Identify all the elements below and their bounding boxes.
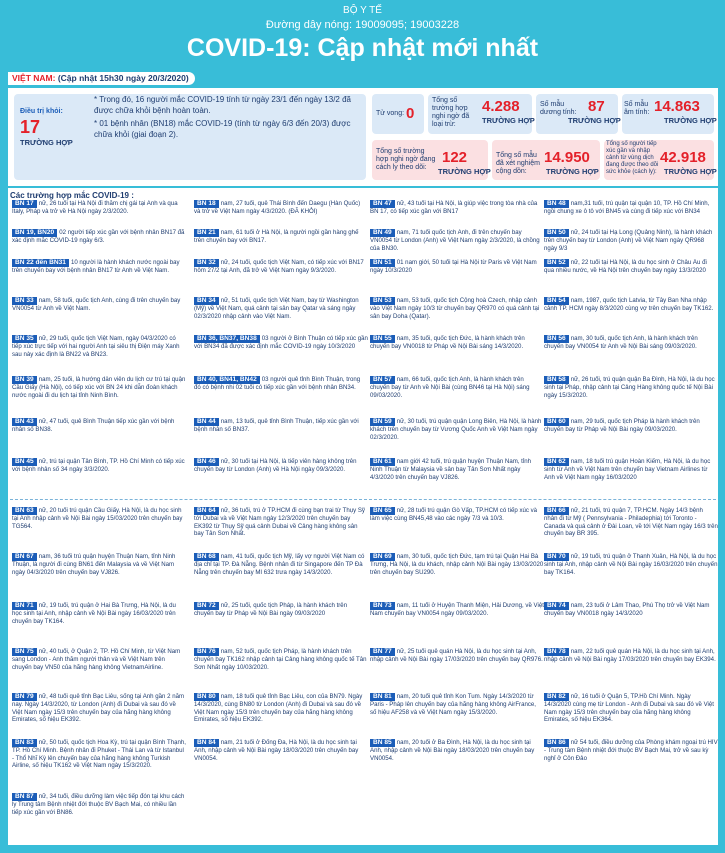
case-description: nữ, 30 tuổi tại Hà Nội, là tiếp viên hàng không trên chuyến bay từ London (Anh) về Hà Nội ngày 09/3/2020.	[194, 458, 357, 473]
cured-note-2: * 01 bệnh nhân (BN18) mắc COVID-19 (tính từ ngày 6/3 đến 20/3) được chữa khỏi (giai đoạn 2).	[94, 119, 351, 139]
case-item	[12, 648, 186, 690]
cured-note-1: * Trong đó, 16 người mắc COVID-19 tính từ ngày 23/1 đến ngày 13/2 đã được chữa khỏi bệnh hoàn toàn.	[94, 95, 351, 115]
case-description: nam, 20 tuổi ở Ba Đình, Hà Nội, là du học sinh tại Anh, nhập cảnh về Nội Bài ngày 18/03/2020 trên chuyến bay VN0054.	[370, 739, 535, 762]
tracked-label: Tổng số người tiếp xúc gần và nhập cảnh từ vùng dịch đang được theo dõi sức khỏe (cách ly):	[606, 141, 659, 175]
case-id-badge: BN 19, BN20	[12, 229, 57, 237]
excluded-label: Tổng số trường hợp nghi ngờ đã loại trừ:	[432, 97, 470, 128]
update-time: (Cập nhật 15h30 ngày 20/3/2020)	[57, 73, 189, 83]
case-id-badge: BN 36, BN37, BN38	[194, 335, 260, 343]
case-id-badge: BN 59	[370, 418, 395, 426]
cured-unit: TRƯỜNG HỢP	[20, 138, 73, 147]
case-description: nữ, 26 tuổi tại Hà Nội đi thăm chị gái tại Anh và qua Italy, Pháp và trở về Hà Nội ngày 2/3/2020.	[12, 200, 178, 215]
negative-label: Số mẫu âm tính:	[624, 101, 650, 116]
case-id-badge: BN 48	[544, 200, 569, 208]
case-description: nam, 23 tuổi ở Lâm Thao, Phú Thọ trở về Việt Nam chuyến bay VN0018 ngày 14/3/2020	[544, 602, 710, 617]
case-item	[370, 418, 544, 455]
case-id-badge: BN 57	[370, 376, 395, 384]
case-item	[544, 376, 718, 415]
case-id-badge: BN 63	[12, 507, 37, 515]
case-id-badge: BN 78	[544, 648, 569, 656]
case-description: nam, 53 tuổi, quốc tịch Cộng hoà Czech, nhập cảnh vào Việt Nam ngày 10/3 từ chuyến bay QR970 có quá cảnh tại sân bay Doha (Qatar).	[370, 297, 540, 320]
case-item	[12, 418, 186, 455]
case-description: nữ, 16 tuổi ở Quận 5, TP.Hồ Chí Minh. Ngày 14/3/2020 cùng mẹ từ London - Anh đi Dubai và sau đó về Việt Nam ngày 15/3 trên chuyến bay của hãng hàng không Emirates, số hiệu EK364.	[544, 693, 714, 724]
case-id-badge: BN 64	[194, 507, 219, 515]
case-id-badge: BN 69	[370, 553, 395, 561]
case-description: nữ, 20 tuổi trú quận Cầu Giấy, Hà Nội, là du học sinh tại Anh nhập cảnh về Nội Bài ngày 15/03/2020 trên chuyến bay TG564.	[12, 507, 183, 530]
cured-note	[94, 94, 369, 140]
stats-panel	[8, 88, 718, 186]
case-item	[12, 793, 186, 842]
case-id-badge: BN 60	[544, 418, 569, 426]
case-id-badge: BN 34	[194, 297, 219, 305]
case-description: nam,31 tuổi, trú quận tại quận 10, TP. Hồ Chí Minh, ngồi chung xe ô tô với BN45 và cùng đi tiếp xúc với BN34	[544, 200, 710, 215]
case-item	[544, 739, 718, 790]
case-description: nữ, 24 tuổi, quốc tịch Việt Nam, có tiếp xúc với BN17 hôm 27/2 tại Anh, đã trở về Việt Nam ngày 9/3/2020.	[194, 259, 364, 274]
case-description: 10 người là hành khách nước ngoài bay trên chuyến bay với bệnh nhân BN17 từ Anh về Việt Nam.	[12, 259, 180, 274]
case-id-badge: BN 47	[370, 200, 395, 208]
case-item	[12, 507, 186, 550]
case-id-badge: BN 51	[370, 259, 395, 267]
case-description: nữ 54 tuổi, điều dưỡng của Phòng khám ngoại trú HIV - Trung tâm Bệnh nhiệt đới thuộc BV Bạch Mai, trở về sau kỳ nghỉ ở Côn Đảo	[544, 739, 718, 762]
case-id-badge: BN 85	[370, 739, 395, 747]
negative-value: 14.863	[654, 98, 700, 115]
case-id-badge: BN 79	[12, 693, 37, 701]
case-item	[194, 335, 368, 373]
case-item	[12, 693, 186, 736]
case-description: nữ, 24 tuổi tại Hạ Long (Quảng Ninh), là hành khách trên chuyến bay từ London (Anh) về Việt Nam ngày QR968 ngày 9/3	[544, 229, 713, 252]
tested-label: Tổng số mẫu đã xét nghiệm cộng dồn:	[496, 152, 540, 175]
case-item	[544, 418, 718, 455]
case-item	[544, 553, 718, 599]
positive-unit: TRƯỜNG HỢP	[568, 116, 621, 125]
case-id-badge: BN 77	[370, 648, 395, 656]
case-id-badge: BN 75	[12, 648, 37, 656]
case-id-badge: BN 55	[370, 335, 395, 343]
case-id-badge: BN 81	[370, 693, 395, 701]
case-description: nữ, 19 tuổi, trú quận ở Hai Bà Trưng, Hà Nội, là du học sinh tại Anh, nhập cảnh về Nội Bài ngày 16/03/2020 trên chuyến bay TK164.	[12, 602, 176, 625]
case-description: nam, 22 tuổi quê quán Hà Nội, là du học sinh tại Anh, nhập cảnh về Nội Bài ngày 17/03/2020 trên chuyến bay EK394.	[544, 648, 716, 663]
positive-label: Số mẫu dương tính:	[540, 101, 577, 116]
case-item	[370, 335, 544, 373]
case-item	[12, 335, 186, 373]
case-item	[544, 648, 718, 690]
case-description: nam, 21 tuổi ở Đống Đa, Hà Nội, là du học sinh tại Anh, nhập cảnh về Nội Bài ngày 18/03/2020 trên chuyến bay VN0054.	[194, 739, 359, 762]
case-description: nữ, 28 tuổi trú quận Gò Vấp, TP.HCM có tiếp xúc và làm việc cùng BN45,48 vào các ngày 7/3 và 10/3.	[370, 507, 538, 522]
case-description: nam, 18 tuổi quê tỉnh Bạc Liêu, con của BN79. Ngày 14/3/2020, cùng BN80 từ London (Anh) đi Dubai và sau đó về Việt Nam ngày 15/3 trên chuyến bay của hãng hàng không Emirates, số hiệu EK392.	[194, 693, 363, 724]
case-id-badge: BN 50	[544, 229, 569, 237]
deaths-label: Tử vong:	[376, 110, 405, 117]
case-item	[370, 458, 544, 504]
case-item	[370, 602, 544, 645]
case-description: nam, 61 tuổi ở Hà Nội, là người ngồi gần hàng ghế trên chuyến bay với BN17.	[194, 229, 359, 244]
case-description: nữ, 22 tuổi tại Hà Nội, là du học sinh ở Châu Âu đi qua nhiều nước, về Hà Nội trên chuyến bay ngày 13/3/2020	[544, 259, 707, 274]
case-id-badge: BN 22 đến BN31	[12, 259, 69, 267]
excluded-value: 4.288	[482, 98, 520, 115]
tracked-unit: TRƯỜNG HỢP	[664, 167, 717, 176]
case-item	[194, 507, 368, 550]
case-item	[194, 553, 368, 599]
case-description: 03 người quê tỉnh Bình Thuận, trong đó có bệnh nhi 02 tuổi có tiếp xúc gần với bệnh nhân BN34.	[194, 376, 361, 391]
case-item	[544, 229, 718, 256]
case-item	[12, 602, 186, 645]
case-description: nữ, 47 tuổi, quê Bình Thuận tiếp xúc gần với bệnh nhân số BN38.	[12, 418, 175, 433]
case-description: nam, 20 tuổi quê tỉnh Kon Tum. Ngày 14/3/2020 từ Paris - Pháp lên chuyến bay của hãng hàng không AirFrance, số hiệu AF258 và về Việt Nam ngày 15/3/2020.	[370, 693, 536, 716]
ministry-name: BỘ Y TẾ	[343, 5, 382, 16]
case-id-badge: BN 58	[544, 376, 569, 384]
case-description: nữ, 29 tuổi, quốc tịch Việt Nam, ngày 04/3/2020 có tiếp xúc trực tiếp với hai người Anh tại siêu thị Điện máy Xanh sau này xác định là BN22 và BN23.	[12, 335, 180, 358]
case-description: nam giới 42 tuổi, trú quận huyện Thuận Nam, tỉnh Ninh Thuận từ Malaysia về sân bay Tân Sơn Nhất ngày 4/3/2020 trên chuyến bay VJ826.	[370, 458, 532, 481]
case-item	[194, 376, 368, 415]
case-description: nam, 18 tuổi trú quận Hoàn Kiếm, Hà Nội, là du học sinh từ Anh về Việt Nam trên chuyến bay Vietnam Airlines từ Anh về Việt Nam ngày 16/03/2020	[544, 458, 711, 481]
update-label	[8, 72, 195, 85]
case-id-badge: BN 61	[370, 458, 395, 466]
case-item	[194, 229, 368, 256]
case-id-badge: BN 71	[12, 602, 37, 610]
excluded-unit: TRƯỜNG HỢP	[482, 116, 535, 125]
case-item	[370, 507, 544, 550]
case-id-badge: BN 21	[194, 229, 219, 237]
case-description: nữ, 19 tuổi, trú quận ở Thanh Xuân, Hà Nội, là du học sinh tại Anh, nhập cảnh về Nội Bài ngày 16/03/2020 trên chuyến bay TK164.	[544, 553, 718, 576]
deaths-value: 0	[406, 105, 415, 122]
case-description: nữ, 25 tuổi quê quán Hà Nội, là du học sinh tại Anh, nhập cảnh về Nội Bài ngày 17/03/2020 trên chuyến bay QR976.	[370, 648, 543, 663]
case-id-badge: BN 73	[370, 602, 395, 610]
tested-unit: TRƯỜNG HỢP	[546, 167, 599, 176]
case-id-badge: BN 62	[544, 458, 569, 466]
case-id-badge: BN 33	[12, 297, 37, 305]
case-id-badge: BN 82	[544, 693, 569, 701]
case-description: nam, 30 tuổi, quốc tịch Đức, tạm trú tại Quận Hai Bà Trưng, Hà Nội, là du khách, nhập cảnh Nội Bài ngày 13/03/2020 trên chuyến bay SU290.	[370, 553, 544, 576]
case-description: nam, 25 tuổi, là hướng dẫn viên du lịch cư trú tại quận Cầu Giấy (Hà Nội), có tiếp xúc với BN 24 khi dẫn đoàn khách nước ngoài đi du lịch tại tỉnh Ninh Bình.	[12, 376, 186, 399]
case-item	[544, 507, 718, 550]
case-item	[544, 335, 718, 373]
case-id-badge: BN 39	[12, 376, 37, 384]
cases-list-title: Các trường hợp mắc COVID-19 :	[10, 191, 134, 200]
case-item	[12, 739, 186, 790]
tested-value: 14.950	[544, 149, 590, 166]
case-description: nam, 29 tuổi, quốc tịch Pháp là hành khách trên chuyến bay từ Pháp về Nội Bài ngày 09/03/2020.	[544, 418, 700, 433]
case-description: nam, 36 tuổi trú quận huyện Thuận Nam, tỉnh Ninh Thuận, là người đi cùng BN61 đến Malaysia và về Việt Nam ngày 04/3/2020 trên chuyến bay VJ826.	[12, 553, 176, 576]
case-id-badge: BN 49	[370, 229, 395, 237]
case-item	[12, 229, 186, 256]
case-id-badge: BN 76	[194, 648, 219, 656]
case-description: nữ, 43 tuổi tại Hà Nội, là giúp việc trong tòa nhà của BN 17, có tiếp xúc gần với BN17	[370, 200, 538, 215]
case-item	[12, 297, 186, 332]
case-description: nam, 11 tuổi ở Huyện Thanh Miện, Hải Dương, về Việt Nam chuyến bay VN0054 ngày 09/03/2020.	[370, 602, 544, 617]
case-description: 01 nam giới, 50 tuổi tại Hà Nội từ Paris về Việt Nam ngày 10/3/2020	[370, 259, 537, 274]
case-description: nam, 13 tuổi, quê tỉnh Bình Thuận, tiếp xúc gần với bệnh nhân số BN37.	[194, 418, 359, 433]
case-item	[370, 297, 544, 332]
case-description: nữ, 48 tuổi quê tỉnh Bạc Liêu, sống tại Anh gần 2 năm nay. Ngày 14/3/2020, từ London (Anh) đi Dubai và sau đó về Việt Nam ngày 15/3 trên chuyến bay của hãng hàng không Emirates, số hiệu EK392.	[12, 693, 185, 724]
negative-unit: TRƯỜNG HỢP	[664, 116, 717, 125]
case-item	[194, 458, 368, 504]
case-id-badge: BN 87	[12, 793, 37, 801]
hotline: Đường dây nóng: 19009095; 19003228	[265, 19, 460, 31]
case-item	[194, 693, 368, 736]
cured-label: Điều trị khỏi:	[20, 108, 63, 115]
case-description: 03 người ở Bình Thuận có tiếp xúc gần với BN34 đã được xác định mắc COVID-19 ngày 10/3/2020	[194, 335, 368, 350]
case-description: nữ, 26 tuổi, trú quận quận Ba Đình, Hà Nội, là du học sinh tại Pháp, nhập cảnh tại Cảng Hàng không quốc tế Nội Bài ngày 15/3/2020.	[544, 376, 715, 399]
case-item	[544, 693, 718, 736]
case-id-badge: BN 53	[370, 297, 395, 305]
case-item	[194, 602, 368, 645]
case-id-badge: BN 72	[194, 602, 219, 610]
case-item	[370, 229, 544, 256]
case-item	[194, 200, 368, 226]
tracked-value: 42.918	[660, 149, 706, 166]
case-item	[12, 200, 186, 226]
case-description: nam, 27 tuổi, quê Thái Bình đến Daegu (Hàn Quốc) và trở về Việt Nam ngày 4/3/2020. (ĐÃ KHỎI)	[194, 200, 361, 215]
case-id-badge: BN 70	[544, 553, 569, 561]
case-item	[370, 693, 544, 736]
case-id-badge: BN 86	[544, 739, 569, 747]
isolated-label: Tổng số trường hợp nghi ngờ đang cách ly theo dõi:	[376, 148, 436, 171]
case-description: nam, 58 tuổi, quốc tịch Anh, cùng đi trên chuyến bay VN0054 từ Anh về Việt Nam.	[12, 297, 181, 312]
case-description: nữ, 25 tuổi, quốc tịch Pháp, là hành khách trên chuyến bay từ Pháp về Nội Bài ngày 09/03/2020	[194, 602, 348, 617]
page-header	[0, 0, 725, 68]
isolated-unit: TRƯỜNG HỢP	[438, 167, 491, 176]
case-id-badge: BN 32	[194, 259, 219, 267]
positive-value: 87	[588, 98, 605, 115]
case-item	[370, 200, 544, 226]
case-item	[370, 376, 544, 415]
case-item	[194, 259, 368, 294]
case-id-badge: BN 68	[194, 553, 219, 561]
case-item	[544, 200, 718, 226]
case-description: nam, 35 tuổi, quốc tịch Đức, là hành khách trên chuyến bay VN0018 từ Pháp về Nội Bài sáng 14/3/2020.	[370, 335, 525, 350]
case-item	[194, 648, 368, 690]
case-id-badge: BN 56	[544, 335, 569, 343]
case-item	[12, 458, 186, 504]
case-id-badge: BN 83	[12, 739, 37, 747]
case-description: nữ, 51 tuổi, quốc tịch Việt Nam, bay từ Washington (Mỹ) về Việt Nam, quá cảnh tại sân bay Qatar và sáng ngày 02/3/2020 nhập cảnh vào Việt Nam.	[194, 297, 359, 320]
cured-value: 17	[20, 117, 41, 137]
case-item	[544, 297, 718, 332]
case-description: nam, 52 tuổi, quốc tịch Pháp, là hành khách trên chuyến bay TK162 nhập cảnh tại Cảng hàng không quốc tế Tân Sơn Nhất ngày 10/03/2020.	[194, 648, 367, 671]
case-id-badge: BN 46	[194, 458, 219, 466]
case-item	[544, 602, 718, 645]
case-item	[370, 259, 544, 294]
case-id-badge: BN 54	[544, 297, 569, 305]
case-id-badge: BN 52	[544, 259, 569, 267]
case-item	[544, 259, 718, 294]
case-id-badge: BN 67	[12, 553, 37, 561]
case-id-badge: BN 43	[12, 418, 37, 426]
case-item	[370, 553, 544, 599]
case-description: nữ, 21 tuổi, trú quận 7, TP.HCM. Ngày 14/3 bệnh nhân đi từ Mỹ ( Pennsylvania - Philadephia) tới Toronto - Canada và quá cảnh ở Đài Loan, về tới Việt Nam ngày 16/3 trên chuyến bay BR 395.	[544, 507, 718, 538]
case-item	[370, 648, 544, 690]
case-item	[544, 458, 718, 504]
country-label: VIỆT NAM:	[12, 73, 56, 83]
case-description: 02 người tiếp xúc gần với bệnh nhân BN17 đã xác định mắc COVID-19 ngày 6/3.	[12, 229, 185, 244]
page-title: COVID-19: Cập nhật mới nhất	[186, 34, 539, 62]
case-id-badge: BN 40, BN41, BN42	[194, 376, 260, 384]
case-item	[194, 297, 368, 332]
case-id-badge: BN 44	[194, 418, 219, 426]
case-description: nữ, 50 tuổi, quốc tịch Hoa Kỳ, trú tại quận Bình Thạnh, TP. Hồ Chí Minh. Bệnh nhân đi Phuket - Thái Lan và từ Istanbul - Thổ Nhĩ Kỳ lên chuyến bay của hãng hàng không Turkish Airline, số hiệu TK162 về Việt Nam ngày 15/3/2020.	[12, 739, 186, 770]
case-id-badge: BN 84	[194, 739, 219, 747]
case-item	[194, 739, 368, 790]
case-id-badge: BN 35	[12, 335, 37, 343]
case-item	[12, 553, 186, 599]
case-id-badge: BN 65	[370, 507, 395, 515]
case-item	[194, 418, 368, 455]
isolated-value: 122	[442, 149, 468, 166]
case-description: nữ, 40 tuổi, ở Quận 2, TP. Hồ Chí Minh, từ Việt Nam sang London - Anh thăm người thân và về Việt Nam trên chuyến bay VN50 của hãng hàng không VietnamAirline.	[12, 648, 181, 671]
case-description: nữ, trú tại quận Tân Bình, TP. Hồ Chí Minh có tiếp xúc với bệnh nhân số 34 ngày 3/3/2020.	[12, 458, 185, 473]
case-id-badge: BN 45	[12, 458, 37, 466]
case-description: nam, 41 tuổi, quốc tịch Mỹ, lấy vợ người Việt Nam có địa chỉ tại TP. Đà Nẵng. Bệnh nhân đi từ Singapore đến TP Đà Nẵng trên chuyến bay MI 632 trưa ngày 14/3/2020.	[194, 553, 365, 576]
case-id-badge: BN 18	[194, 200, 219, 208]
case-id-badge: BN 80	[194, 693, 219, 701]
case-description: nam, 1987, quốc tịch Latvia, từ Tây Ban Nha nhập cảnh TP. HCM ngày 8/3/2020 cùng vợ trên chuyến bay TK162.	[544, 297, 714, 312]
case-description: nam, 66 tuổi, quốc tịch Anh, là hành khách trên chuyến bay từ Anh về Nội Bài (cùng BN46 tại Hà Nội) sáng 09/03/2020.	[370, 376, 530, 399]
case-description: nam, 71 tuổi quốc tịch Anh, đi trên chuyến bay VN0054 từ London (Anh) về Việt Nam ngày 2/3/2020, là chồng của BN30.	[370, 229, 540, 252]
case-description: nam, 30 tuổi, quốc tịch Anh, là hành khách trên chuyến bay VN0054 từ Anh về Nội Bài sáng 09/03/2020.	[544, 335, 698, 350]
case-item	[370, 739, 544, 790]
case-description: nữ, 34 tuổi, điều dưỡng làm việc tiếp đón tại khu cách ly Trung tâm Bệnh nhiệt đới thuộc BV Bạch Mai, có nhiều lần tiếp xúc gần với BN86.	[12, 793, 185, 816]
case-id-badge: BN 66	[544, 507, 569, 515]
case-id-badge: BN 17	[12, 200, 37, 208]
case-item	[12, 376, 186, 415]
case-id-badge: BN 74	[544, 602, 569, 610]
case-description: nữ, 36 tuổi, trú ở TP.HCM đi cùng bạn trai từ Thụy Sỹ tới Dubai và về Việt Nam ngày 12/3/2020 trên chuyến bay EK392 từ Thụy Sỹ quá cảnh Dubai về Cảng hàng không sân bay Tân Sơn Nhất.	[194, 507, 365, 538]
case-description: nữ, 30 tuổi, trú quận quận Long Biên, Hà Nội, là hành khách trên chuyến bay từ Vương Quốc Anh về Việt Nam ngày 02/3/2020.	[370, 418, 542, 441]
case-item	[12, 259, 186, 294]
